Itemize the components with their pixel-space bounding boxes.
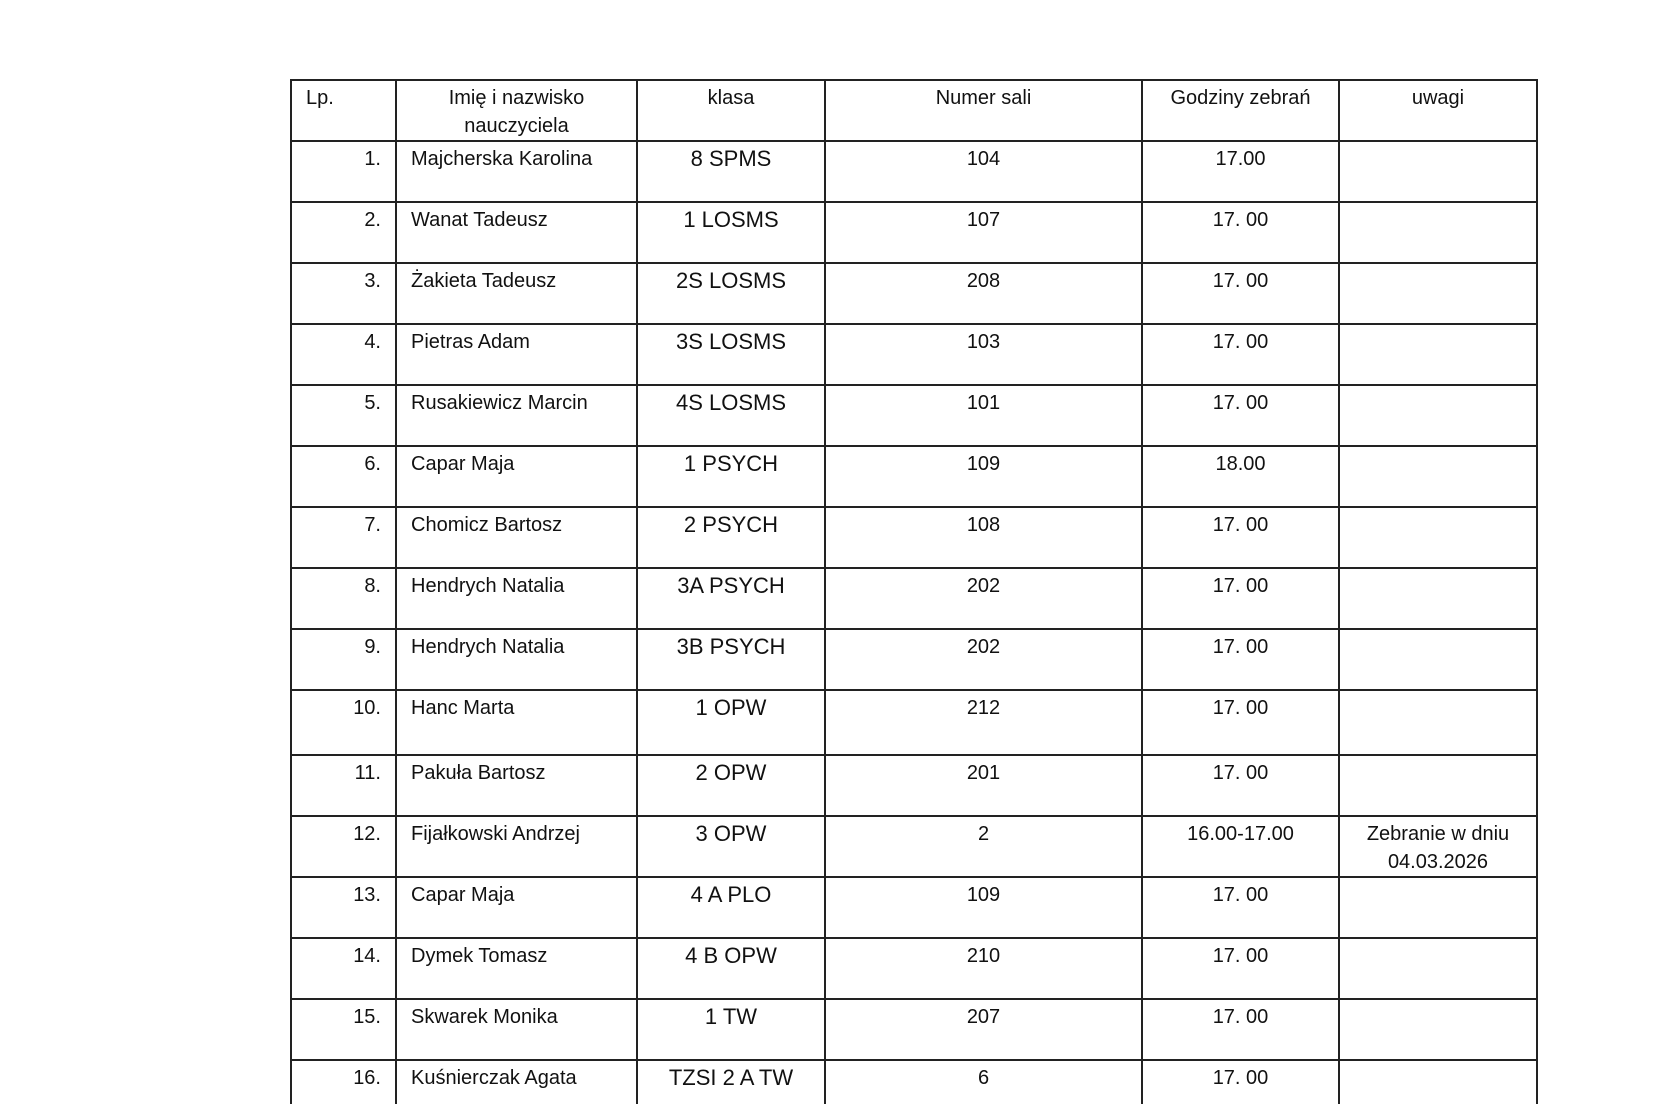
class-name-cell: 1 OPW [637,690,825,755]
room-number-cell: 201 [825,755,1142,816]
table-row [291,816,1537,877]
meeting-hours-cell: 17. 00 [1142,938,1339,999]
teacher-name-cell: Pakuła Bartosz [396,755,637,816]
header-meeting-hours: Godziny zebrań [1142,80,1339,141]
row-number-cell: 9. [291,629,396,690]
room-number-cell: 101 [825,385,1142,446]
notes-cell [1339,938,1537,999]
room-number-cell: 202 [825,568,1142,629]
row-number-cell: 14. [291,938,396,999]
table-row [291,324,1537,385]
row-number-cell: 12. [291,816,396,877]
class-name-cell: 8 SPMS [637,141,825,202]
teacher-name-cell: Hanc Marta [396,690,637,755]
meeting-hours-cell: 17. 00 [1142,568,1339,629]
table-row [291,263,1537,324]
table-row [291,690,1537,755]
table-row [291,385,1537,446]
room-number-cell: 6 [825,1060,1142,1104]
room-number-cell: 202 [825,629,1142,690]
teacher-name-cell: Żakieta Tadeusz [396,263,637,324]
notes-cell [1339,446,1537,507]
notes-cell [1339,629,1537,690]
class-name-cell: 4 B OPW [637,938,825,999]
row-number-cell: 7. [291,507,396,568]
row-number-cell: 2. [291,202,396,263]
notes-cell [1339,1060,1537,1104]
meeting-hours-cell: 17.00 [1142,141,1339,202]
room-number-cell: 207 [825,999,1142,1060]
room-number-cell: 104 [825,141,1142,202]
row-number-cell: 10. [291,690,396,755]
table-body [291,141,1537,1104]
table-row [291,446,1537,507]
class-name-cell: 4S LOSMS [637,385,825,446]
teacher-name-cell: Chomicz Bartosz [396,507,637,568]
room-number-cell: 109 [825,446,1142,507]
class-name-cell: 1 PSYCH [637,446,825,507]
table-row [291,938,1537,999]
class-name-cell: 3B PSYCH [637,629,825,690]
notes-cell [1339,568,1537,629]
row-number-cell: 1. [291,141,396,202]
class-name-cell: 2 PSYCH [637,507,825,568]
table-row [291,568,1537,629]
room-number-cell: 212 [825,690,1142,755]
header-notes: uwagi [1339,80,1537,141]
notes-cell [1339,324,1537,385]
class-name-cell: 3 OPW [637,816,825,877]
teacher-name-cell: Wanat Tadeusz [396,202,637,263]
room-number-cell: 109 [825,877,1142,938]
row-number-cell: 5. [291,385,396,446]
teacher-name-cell: Hendrych Natalia [396,568,637,629]
table-row [291,141,1537,202]
table-row [291,877,1537,938]
table-row [291,755,1537,816]
table-row [291,1060,1537,1104]
room-number-cell: 2 [825,816,1142,877]
row-number-cell: 11. [291,755,396,816]
row-number-cell: 4. [291,324,396,385]
meeting-hours-cell: 17. 00 [1142,629,1339,690]
teacher-name-cell: Majcherska Karolina [396,141,637,202]
meeting-hours-cell: 18.00 [1142,446,1339,507]
notes-cell: Zebranie w dniu 04.03.2026 [1339,816,1537,877]
class-name-cell: 1 LOSMS [637,202,825,263]
teacher-name-cell: Kuśnierczak Agata [396,1060,637,1104]
header-room-number: Numer sali [825,80,1142,141]
meeting-hours-cell: 17. 00 [1142,690,1339,755]
class-name-cell: 4 A PLO [637,877,825,938]
meeting-hours-cell: 17. 00 [1142,202,1339,263]
meeting-hours-cell: 17. 00 [1142,999,1339,1060]
meeting-hours-cell: 17. 00 [1142,385,1339,446]
notes-cell [1339,755,1537,816]
class-name-cell: 3S LOSMS [637,324,825,385]
table-row [291,999,1537,1060]
teacher-name-cell: Dymek Tomasz [396,938,637,999]
teacher-name-cell: Pietras Adam [396,324,637,385]
header-lp: Lp. [291,80,396,141]
room-number-cell: 107 [825,202,1142,263]
row-number-cell: 8. [291,568,396,629]
header-class: klasa [637,80,825,141]
row-number-cell: 16. [291,1060,396,1104]
meeting-hours-cell: 16.00-17.00 [1142,816,1339,877]
header-teacher-name: Imię i nazwisko nauczyciela [396,80,637,141]
teacher-name-cell: Skwarek Monika [396,999,637,1060]
teacher-name-cell: Fijałkowski Andrzej [396,816,637,877]
notes-cell [1339,877,1537,938]
teacher-name-cell: Capar Maja [396,877,637,938]
row-number-cell: 6. [291,446,396,507]
meeting-hours-cell: 17. 00 [1142,1060,1339,1104]
table-row [291,202,1537,263]
notes-cell [1339,690,1537,755]
class-name-cell: 3A PSYCH [637,568,825,629]
meeting-hours-cell: 17. 00 [1142,507,1339,568]
notes-cell [1339,202,1537,263]
meeting-hours-cell: 17. 00 [1142,755,1339,816]
class-name-cell: 2 OPW [637,755,825,816]
room-number-cell: 210 [825,938,1142,999]
meeting-hours-cell: 17. 00 [1142,324,1339,385]
room-number-cell: 208 [825,263,1142,324]
notes-cell [1339,141,1537,202]
class-name-cell: 2S LOSMS [637,263,825,324]
notes-cell [1339,263,1537,324]
teacher-name-cell: Rusakiewicz Marcin [396,385,637,446]
table-row [291,507,1537,568]
row-number-cell: 13. [291,877,396,938]
notes-cell [1339,385,1537,446]
row-number-cell: 3. [291,263,396,324]
table-header-row [291,80,1537,141]
meeting-hours-cell: 17. 00 [1142,263,1339,324]
room-number-cell: 103 [825,324,1142,385]
room-number-cell: 108 [825,507,1142,568]
class-name-cell: TZSI 2 A TW [637,1060,825,1104]
row-number-cell: 15. [291,999,396,1060]
teacher-name-cell: Hendrych Natalia [396,629,637,690]
class-name-cell: 1 TW [637,999,825,1060]
table-row [291,629,1537,690]
meeting-hours-cell: 17. 00 [1142,877,1339,938]
teacher-name-cell: Capar Maja [396,446,637,507]
notes-cell [1339,999,1537,1060]
notes-cell [1339,507,1537,568]
meeting-schedule-table [290,79,1538,1104]
